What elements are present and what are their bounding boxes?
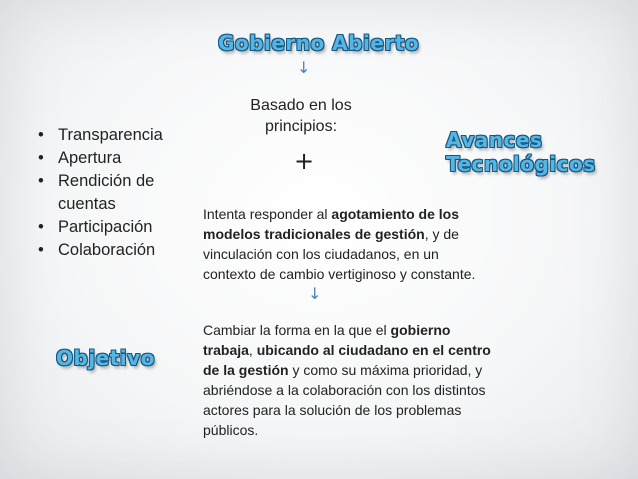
- context-paragraph: [203, 204, 493, 303]
- para2-bold-1: gobierno trabaja: [203, 322, 451, 358]
- list-item: • Colaboración: [38, 239, 188, 262]
- list-item: • Rendición de cuentas: [38, 170, 188, 216]
- avances-tecnologicos-heading: [446, 128, 596, 176]
- avances-line-2: Tecnológicos: [446, 152, 596, 176]
- slide-title: Gobierno Abierto: [218, 31, 420, 55]
- avances-line-1: Avances: [446, 128, 543, 152]
- para2-text-2: ,: [248, 342, 257, 358]
- para1-text-2: , y de vinculación con los ciudadanos, en un contexto de cambio vertiginoso y constante.: [203, 226, 476, 282]
- para2-text-1: Cambiar la forma en la que el: [203, 322, 391, 338]
- plus-icon: +: [294, 147, 315, 175]
- para1-text-1: Intenta responder al: [203, 206, 332, 222]
- para2-bold-2: ubicando al ciudadano en el centro de la gestión: [203, 342, 491, 378]
- para1-bold-1: agotamiento de los modelos tradicionales de gestión: [203, 206, 459, 242]
- para2-text-3: y como su máxima prioridad, y abriéndose a la colaboración con los distintos actores para la solución de los problemas públicos.: [203, 362, 486, 438]
- down-arrow-icon: ↓: [297, 58, 311, 77]
- list-item: • Transparencia: [38, 124, 188, 147]
- list-item: • Participación: [38, 216, 188, 239]
- down-arrow-icon: ↓: [308, 284, 322, 303]
- principles-list: [38, 124, 188, 262]
- objective-paragraph: [203, 320, 493, 440]
- list-item: • Apertura: [38, 147, 188, 170]
- basado-label: Basado en los principios:: [250, 97, 352, 135]
- objetivo-heading: Objetivo: [56, 346, 155, 370]
